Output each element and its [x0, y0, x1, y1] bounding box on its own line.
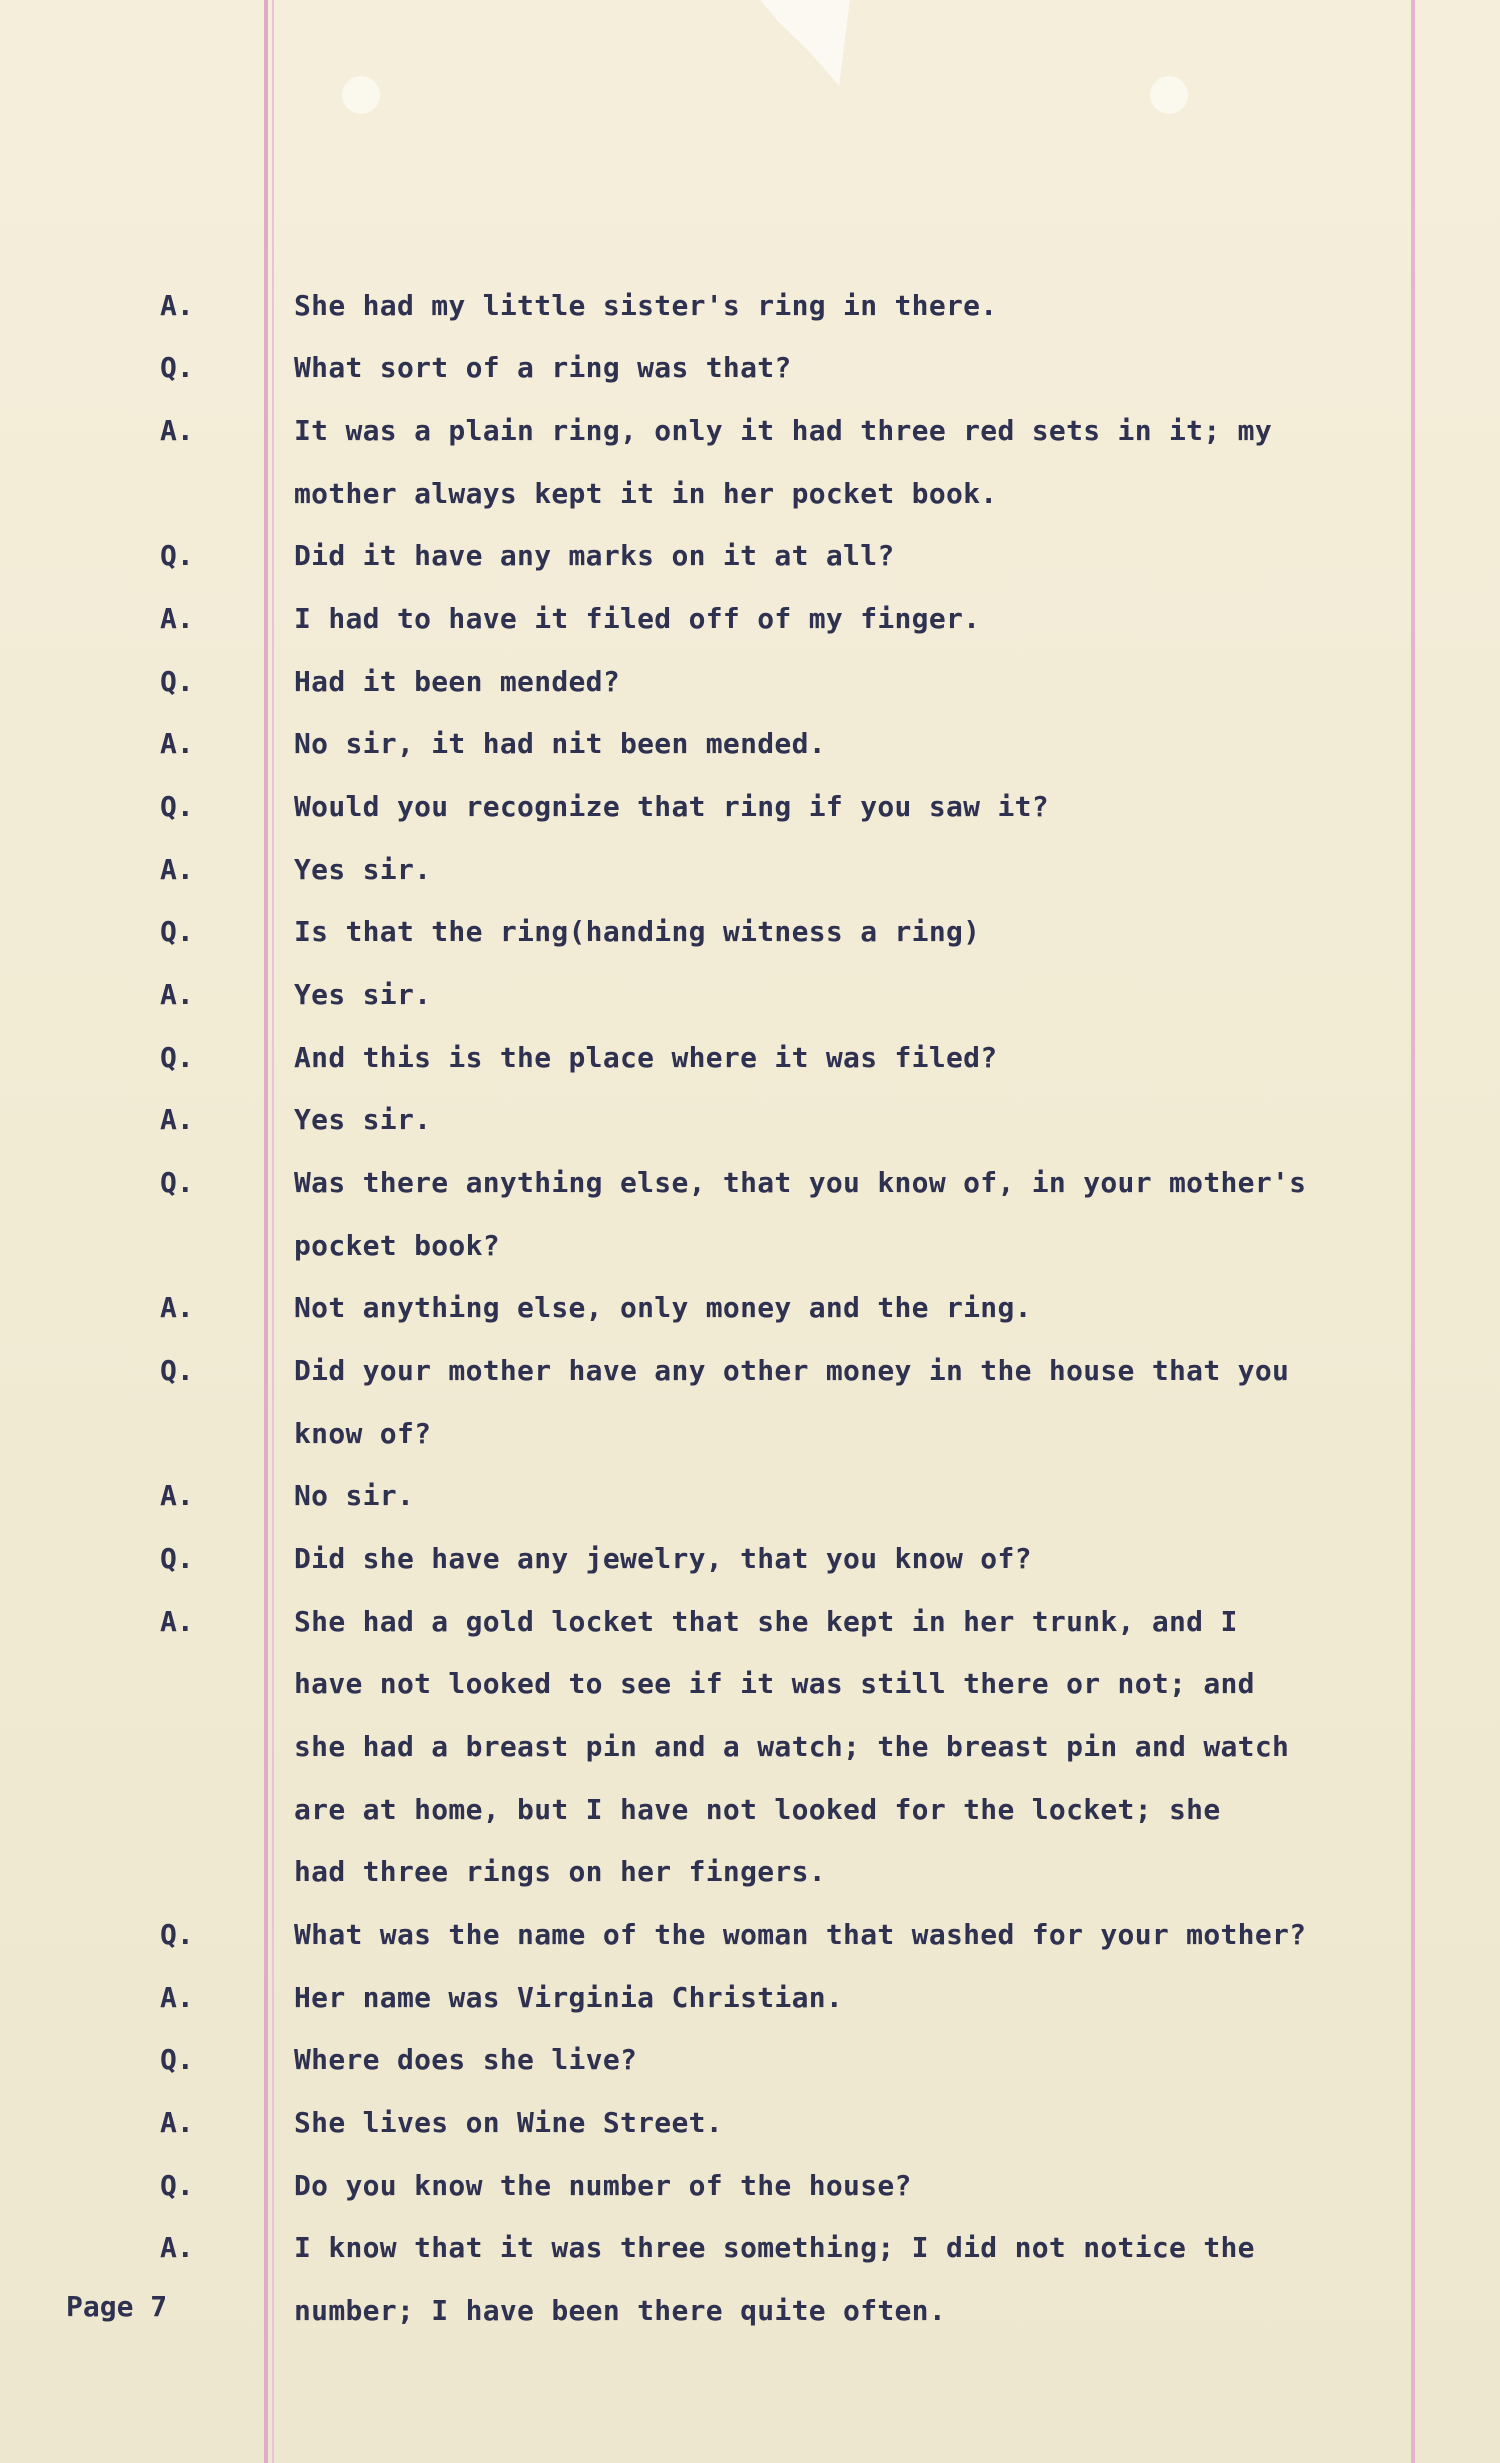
speaker-label: A. — [160, 414, 194, 447]
line-text: mother always kept it in her pocket book. — [294, 477, 998, 510]
transcript-line — [0, 1539, 1500, 1579]
transcript-line — [0, 1727, 1500, 1767]
line-text: pocket book? — [294, 1229, 500, 1262]
line-text: She had my little sister's ring in there. — [294, 289, 998, 322]
transcript-line — [0, 2166, 1500, 2206]
transcript-line — [0, 348, 1500, 388]
transcript-line — [0, 599, 1500, 639]
transcript-line — [0, 1288, 1500, 1328]
transcript-line — [0, 1038, 1500, 1078]
transcript-line — [0, 2040, 1500, 2080]
line-text: Did it have any marks on it at all? — [294, 539, 895, 572]
line-text: Not anything else, only money and the ring. — [294, 1291, 1032, 1324]
line-text: are at home, but I have not looked for the locket; she — [294, 1793, 1221, 1826]
transcript-line — [0, 474, 1500, 514]
line-text: Yes sir. — [294, 978, 432, 1011]
line-text: Is that the ring(handing witness a ring) — [294, 915, 981, 948]
line-text: Did your mother have any other money in the house that you — [294, 1354, 1290, 1387]
speaker-label: Q. — [160, 2043, 194, 2076]
transcript-line — [0, 1226, 1500, 1266]
transcript-line — [0, 1852, 1500, 1892]
line-text: Where does she live? — [294, 2043, 638, 2076]
speaker-label: Q. — [160, 1542, 194, 1575]
line-text: I know that it was three something; I did not notice the — [294, 2231, 1255, 2264]
transcript-line — [0, 286, 1500, 326]
transcript-line — [0, 1100, 1500, 1140]
speaker-label: A. — [160, 289, 194, 322]
speaker-label: Q. — [160, 1041, 194, 1074]
speaker-label: Q. — [160, 351, 194, 384]
speaker-label: Q. — [160, 1354, 194, 1387]
line-text: And this is the place where it was filed? — [294, 1041, 998, 1074]
line-text: know of? — [294, 1417, 432, 1450]
speaker-label: Q. — [160, 2169, 194, 2202]
speaker-label: A. — [160, 1291, 194, 1324]
transcript-line — [0, 912, 1500, 952]
speaker-label: A. — [160, 2231, 194, 2264]
transcript-line — [0, 1978, 1500, 2018]
speaker-label: Q. — [160, 1918, 194, 1951]
speaker-label: Q. — [160, 915, 194, 948]
line-text: Do you know the number of the house? — [294, 2169, 912, 2202]
line-text: What was the name of the woman that washed for your mother? — [294, 1918, 1307, 1951]
transcript-line — [0, 1602, 1500, 1642]
line-text: Had it been mended? — [294, 665, 620, 698]
line-text: she had a breast pin and a watch; the breast pin and watch — [294, 1730, 1290, 1763]
transcript-line — [0, 787, 1500, 827]
transcript-line — [0, 1664, 1500, 1704]
page-number: Page 7 — [66, 2290, 168, 2323]
speaker-label: A. — [160, 727, 194, 760]
transcript-line — [0, 850, 1500, 890]
line-text: had three rings on her fingers. — [294, 1855, 826, 1888]
transcript-line — [0, 2291, 1500, 2331]
speaker-label: Q. — [160, 790, 194, 823]
line-text: number; I have been there quite often. — [294, 2294, 946, 2327]
transcript-line — [0, 724, 1500, 764]
transcript-line — [0, 1351, 1500, 1391]
line-text: She lives on Wine Street. — [294, 2106, 723, 2139]
transcript-line — [0, 975, 1500, 1015]
transcript-line — [0, 1915, 1500, 1955]
speaker-label: A. — [160, 602, 194, 635]
line-text: Yes sir. — [294, 1103, 432, 1136]
line-text: No sir, it had nit been mended. — [294, 727, 826, 760]
line-text: She had a gold locket that she kept in her trunk, and I — [294, 1605, 1238, 1638]
line-text: Was there anything else, that you know of, in your mother's — [294, 1166, 1307, 1199]
line-text: No sir. — [294, 1479, 415, 1512]
speaker-label: A. — [160, 1479, 194, 1512]
speaker-label: A. — [160, 1605, 194, 1638]
speaker-label: A. — [160, 978, 194, 1011]
transcript-line — [0, 411, 1500, 451]
transcript-line — [0, 1414, 1500, 1454]
line-text: Would you recognize that ring if you saw it? — [294, 790, 1049, 823]
speaker-label: A. — [160, 1103, 194, 1136]
line-text: What sort of a ring was that? — [294, 351, 792, 384]
line-text: Her name was Virginia Christian. — [294, 1981, 844, 2014]
line-text: have not looked to see if it was still there or not; and — [294, 1667, 1255, 1700]
transcript-line — [0, 1790, 1500, 1830]
speaker-label: A. — [160, 1981, 194, 2014]
speaker-label: Q. — [160, 1166, 194, 1199]
transcript-line — [0, 1163, 1500, 1203]
speaker-label: A. — [160, 2106, 194, 2139]
speaker-label: Q. — [160, 539, 194, 572]
line-text: Did she have any jewelry, that you know of? — [294, 1542, 1032, 1575]
transcript-line — [0, 662, 1500, 702]
line-text: Yes sir. — [294, 853, 432, 886]
line-text: I had to have it filed off of my finger. — [294, 602, 981, 635]
transcript-line — [0, 1476, 1500, 1516]
transcript-line — [0, 536, 1500, 576]
speaker-label: A. — [160, 853, 194, 886]
transcript-line — [0, 2103, 1500, 2143]
line-text: It was a plain ring, only it had three red sets in it; my — [294, 414, 1272, 447]
speaker-label: Q. — [160, 665, 194, 698]
transcript-line — [0, 2228, 1500, 2268]
